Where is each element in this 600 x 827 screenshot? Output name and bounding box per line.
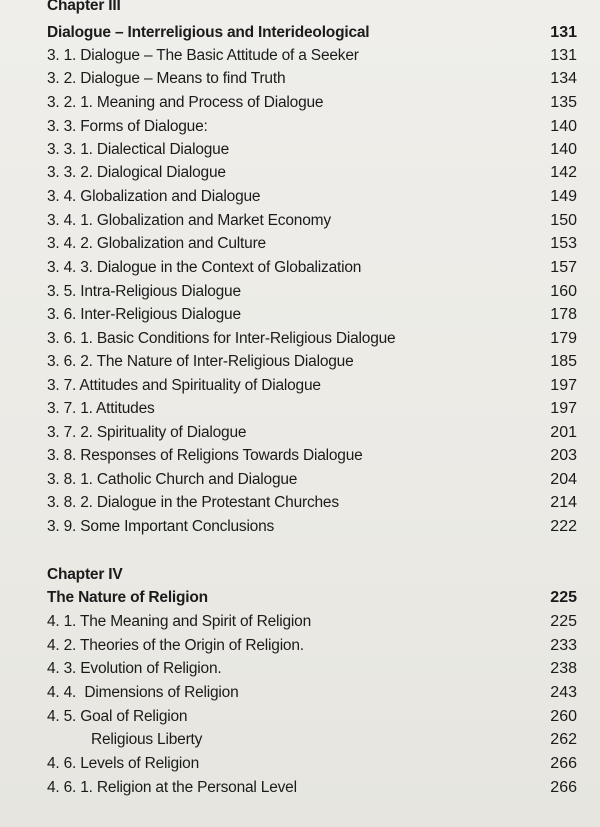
toc-entry-text: 3. 3. Forms of Dialogue: [47, 118, 208, 135]
toc-entry-page: 197 [550, 377, 577, 394]
toc-entry-text: 4. 5. Goal of Religion [47, 708, 188, 725]
toc-entry-text: 3. 6. Inter-Religious Dialogue [47, 306, 241, 323]
toc-entry [47, 729, 577, 751]
toc-entry [47, 492, 577, 514]
toc-entry-page: 134 [550, 70, 577, 87]
toc-entry [47, 328, 577, 350]
toc-entry [47, 162, 577, 184]
toc-entry-page: 233 [550, 637, 577, 654]
toc-entry-page: 243 [550, 684, 577, 701]
toc-entry-page: 266 [550, 779, 577, 796]
toc-entry-text: 4. 4. Dimensions of Religion [47, 684, 239, 701]
toc-entry [47, 445, 577, 467]
toc-entry-page: 214 [550, 494, 577, 511]
toc-entry-page: 225 [550, 613, 577, 630]
toc-entry [47, 658, 577, 680]
chapter-3-title: Dialogue – Interreligious and Interideological [47, 24, 370, 41]
toc-entry [47, 233, 577, 255]
toc-entry-text: 3. 7. 2. Spirituality of Dialogue [47, 424, 247, 441]
toc-entry-text: 3. 4. 1. Globalization and Market Economy [47, 212, 331, 229]
chapter-4-title-page: 225 [550, 589, 577, 606]
toc-entry [47, 304, 577, 326]
toc-entry-text: 3. 9. Some Important Conclusions [47, 518, 275, 535]
toc-entry-page: 142 [550, 164, 577, 181]
toc-entry-page: 238 [550, 660, 577, 677]
toc-entry-page: 185 [550, 353, 577, 370]
toc-entry-text: 3. 3. 2. Dialogical Dialogue [47, 164, 226, 181]
toc-entry-text: 3. 2. Dialogue – Means to find Truth [47, 70, 286, 87]
toc-entry-text: 3. 2. 1. Meaning and Process of Dialogue [47, 94, 324, 111]
toc-entry [47, 116, 577, 138]
toc-entry [47, 682, 577, 704]
toc-entry-text: 3. 3. 1. Dialectical Dialogue [47, 141, 230, 158]
toc-entry-page: 135 [550, 94, 577, 111]
toc-entry-text: 4. 3. Evolution of Religion. [47, 660, 222, 677]
toc-entry [47, 516, 577, 538]
toc-entry-text: Religious Liberty [91, 731, 203, 748]
toc-entry-text: 3. 7. Attitudes and Spirituality of Dialogue [47, 377, 321, 394]
toc-entry [47, 139, 577, 161]
toc-entry-page: 178 [550, 306, 577, 323]
toc-entry [47, 68, 577, 90]
toc-entry-page: 204 [550, 471, 577, 488]
toc-entry-page: 262 [550, 731, 577, 748]
toc-entry-page: 149 [550, 188, 577, 205]
toc-entry [47, 281, 577, 303]
toc-entry-page: 222 [550, 518, 577, 535]
toc-entry-text: 3. 6. 1. Basic Conditions for Inter-Religious Dialogue [47, 330, 396, 347]
chapter-3-title-row [47, 22, 577, 44]
toc-entry [47, 753, 577, 775]
toc-entry-text: 3. 8. 1. Catholic Church and Dialogue [47, 471, 298, 488]
toc-entry-page: 266 [550, 755, 577, 772]
toc-entry-page: 131 [550, 47, 577, 64]
toc-entry-text: 4. 6. Levels of Religion [47, 755, 200, 772]
toc-entry [47, 611, 577, 633]
toc-entry-page: 140 [550, 118, 577, 135]
toc-entry-text: 3. 4. 3. Dialogue in the Context of Globalization [47, 259, 362, 276]
toc-entry-page: 140 [550, 141, 577, 158]
toc-entry-text: 3. 4. Globalization and Dialogue [47, 188, 261, 205]
toc-entry [47, 777, 577, 799]
toc-entry-page: 153 [550, 235, 577, 252]
toc-entry-page: 157 [550, 259, 577, 276]
chapter-3-title-page: 131 [550, 24, 577, 41]
toc-entry [47, 706, 577, 728]
chapter-4-heading: Chapter IV [47, 566, 123, 583]
toc-entry-text: 3. 8. 2. Dialogue in the Protestant Churches [47, 494, 339, 511]
toc-entry [47, 351, 577, 373]
toc-entry [47, 422, 577, 444]
toc-entry-page: 260 [550, 708, 577, 725]
toc-entry-page: 150 [550, 212, 577, 229]
toc-entry [47, 92, 577, 114]
toc-entry-text: 3. 7. 1. Attitudes [47, 400, 155, 417]
toc-entry-text: 3. 1. Dialogue – The Basic Attitude of a Seeker [47, 47, 359, 64]
toc-entry-text: 4. 2. Theories of the Origin of Religion. [47, 637, 304, 654]
toc-entry-page: 160 [550, 283, 577, 300]
toc-entry [47, 45, 577, 67]
toc-entry-page: 179 [550, 330, 577, 347]
toc-entry [47, 469, 577, 491]
toc-entry-page: 203 [550, 447, 577, 464]
toc-entry-page: 197 [550, 400, 577, 417]
toc-entry-text: 4. 6. 1. Religion at the Personal Level [47, 779, 297, 796]
chapter-4-title: The Nature of Religion [47, 589, 208, 606]
toc-entry-text: 3. 6. 2. The Nature of Inter-Religious Dialogue [47, 353, 354, 370]
toc-entry-text: 3. 5. Intra-Religious Dialogue [47, 283, 241, 300]
chapter-3-heading: Chapter III [47, 0, 121, 14]
toc-entry-page: 201 [550, 424, 577, 441]
toc-entry-text: 4. 1. The Meaning and Spirit of Religion [47, 613, 311, 630]
toc-entry [47, 257, 577, 279]
chapter-4-title-row [47, 587, 577, 609]
toc-entry [47, 635, 577, 657]
toc-entry [47, 398, 577, 420]
toc-entry [47, 210, 577, 232]
toc-entry [47, 186, 577, 208]
toc-entry-text: 3. 4. 2. Globalization and Culture [47, 235, 266, 252]
toc-entry [47, 375, 577, 397]
toc-entry-text: 3. 8. Responses of Religions Towards Dialogue [47, 447, 363, 464]
